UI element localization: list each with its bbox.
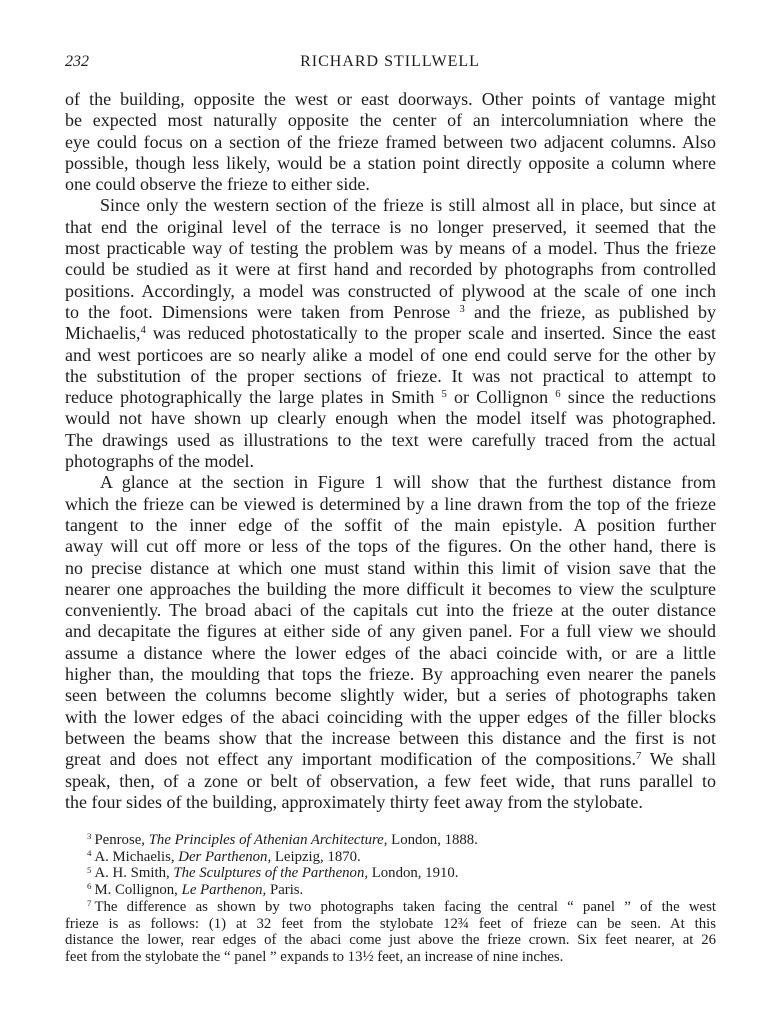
footnote-text: The difference as shown by two photographs taken facing the central “ panel ” of the west xyxy=(94,898,716,915)
text-run: We shall xyxy=(641,749,716,770)
footnote-ref: 4 xyxy=(140,324,146,337)
footnotes xyxy=(65,832,716,966)
text-run: to the foot. Dimensions were taken from Penrose xyxy=(65,301,460,322)
body-line: that end the original level of the terrace is no longer preserved, it seemed that the xyxy=(65,216,716,237)
footnote-text: , London, 1888. xyxy=(383,832,478,848)
body-line: higher than, the moulding that tops the frieze. By approaching even nearer the panels xyxy=(65,664,716,685)
footnote-text: Paris. xyxy=(266,882,304,899)
footnote-text: Penrose, xyxy=(94,832,149,848)
text-run: was reduced photostatically to the proper scale and inserted. Since the east xyxy=(145,323,716,344)
footnote xyxy=(65,899,716,966)
footnote-text: , London, 1910. xyxy=(364,865,459,882)
text-run: or Collignon xyxy=(446,387,556,408)
footnote xyxy=(65,882,716,899)
body-line: of the building, opposite the west or east doorways. Other points of vantage might xyxy=(65,89,716,109)
body-line xyxy=(65,323,716,344)
citation-title: The Principles of Athenian Architecture xyxy=(148,832,384,848)
citation-title: Der Parthenon xyxy=(178,848,268,865)
footnote-line xyxy=(65,899,716,916)
body-line: The drawings used as illustrations to the text were carefully traced from the actual xyxy=(65,429,716,450)
footnote-number: 4 xyxy=(87,847,92,858)
footnote-ref: 5 xyxy=(441,388,447,401)
footnote-line: distance the lower, rear edges of the abaci come just above the frieze crown. Six feet nearer, at 26 xyxy=(65,932,716,949)
body-line: which the frieze can be viewed is determined by a line drawn from the top of the frieze xyxy=(65,493,716,514)
footnote-ref: 7 xyxy=(635,750,642,763)
body-line: nearer one approaches the building the more difficult it becomes to view the sculpture xyxy=(65,578,716,599)
body-line: Since only the western section of the frieze is still almost all in place, but since at xyxy=(100,195,716,216)
body-line: with the lower edges of the abaci coinciding with the upper edges of the filler blocks xyxy=(65,706,716,727)
body-line xyxy=(65,387,716,408)
body-line: assume a distance where the lower edges of the abaci coincide with, or are a little xyxy=(65,642,716,663)
footnote xyxy=(65,849,716,866)
body-line: would not have shown up clearly enough when the model itself was photographed. xyxy=(65,408,716,429)
footnote xyxy=(65,865,716,882)
text-run: since the reductions xyxy=(560,387,716,408)
body-line: no precise distance at which one must stand within this limit of vision save that the xyxy=(65,557,716,578)
citation-title: Le Parthenon, xyxy=(181,882,267,899)
paragraph xyxy=(65,472,716,813)
footnote-number: 5 xyxy=(87,864,92,875)
footnote-text: A. H. Smith, xyxy=(94,865,174,882)
footnote-ref: 3 xyxy=(459,303,465,316)
footnote-number: 3 xyxy=(87,831,92,842)
body-line: and decapitate the figures at either side of any given panel. For a full view we should xyxy=(65,621,716,642)
body-line: be expected most naturally opposite the center of an intercolumniation where the xyxy=(65,110,716,131)
body-line: possible, though less likely, would be a station point directly opposite a column where xyxy=(65,152,716,173)
body-line: could be studied as it were at first hand and recorded by photographs from controlled xyxy=(65,259,716,280)
body-line: tangent to the inner edge of the soffit of the main epistyle. A position further xyxy=(65,514,716,535)
body-line: A glance at the section in Figure 1 will show that the furthest distance from xyxy=(100,472,716,493)
article-body xyxy=(65,89,716,813)
paragraph xyxy=(65,195,716,472)
citation-title: The Sculptures of the Parthenon xyxy=(173,865,365,882)
body-line: seen between the columns become slightly wider, but a series of photographs taken xyxy=(65,685,716,706)
footnote xyxy=(65,832,716,849)
body-line: between the beams show that the increase between this distance and the first is not xyxy=(65,727,716,748)
text-run: great and does not effect any important modification of the compositions. xyxy=(65,749,636,770)
footnote-text: , Leipzig, 1870. xyxy=(267,848,361,865)
footnote-line: feet from the stylobate the “ panel ” expands to 13½ feet, an increase of nine inches. xyxy=(65,948,564,965)
body-line: conveniently. The broad abaci of the capitals cut into the frieze at the outer distance xyxy=(65,600,716,621)
body-line: speak, then, of a zone or belt of observation, a few feet wide, that runs parallel to xyxy=(65,770,716,791)
footnote-ref: 6 xyxy=(555,388,561,401)
paragraph xyxy=(65,89,716,195)
footnote-text: A. Michaelis, xyxy=(94,848,179,865)
body-line: one could observe the frieze to either side. xyxy=(65,174,370,195)
footnote-text: M. Collignon, xyxy=(94,882,182,899)
text-run: reduce photographically the large plates in Smith xyxy=(65,387,442,408)
body-line xyxy=(65,749,716,770)
body-line: and west porticoes are so nearly alike a model of one end could serve for the other by xyxy=(65,344,716,365)
footnote-number: 6 xyxy=(87,881,92,892)
body-line xyxy=(65,302,716,323)
body-line: most practicable way of testing the problem was by means of a model. Thus the frieze xyxy=(65,238,716,259)
body-line: photographs of the model. xyxy=(65,451,254,472)
body-line: the substitution of the proper sections of frieze. It was not practical to attempt to xyxy=(65,365,716,386)
text-run: Michaelis, xyxy=(65,323,141,344)
footnote-number: 7 xyxy=(87,897,92,908)
running-head: RICHARD STILLWELL xyxy=(300,53,480,70)
footnote-line: frieze is as follows: (1) at 32 feet from the stylobate 12¾ feet of frieze can be seen. At this xyxy=(65,915,716,932)
body-line: away will cut off more or less of the tops of the figures. On the other hand, there is xyxy=(65,536,716,557)
body-line: positions. Accordingly, a model was constructed of plywood at the scale of one inch xyxy=(65,280,716,301)
page-number: 232 xyxy=(65,53,89,70)
body-line: eye could focus on a section of the frieze framed between two adjacent columns. Also xyxy=(65,131,716,152)
text-run: and the frieze, as published by xyxy=(464,301,716,322)
body-line: the four sides of the building, approximately thirty feet away from the stylobate. xyxy=(65,791,643,812)
